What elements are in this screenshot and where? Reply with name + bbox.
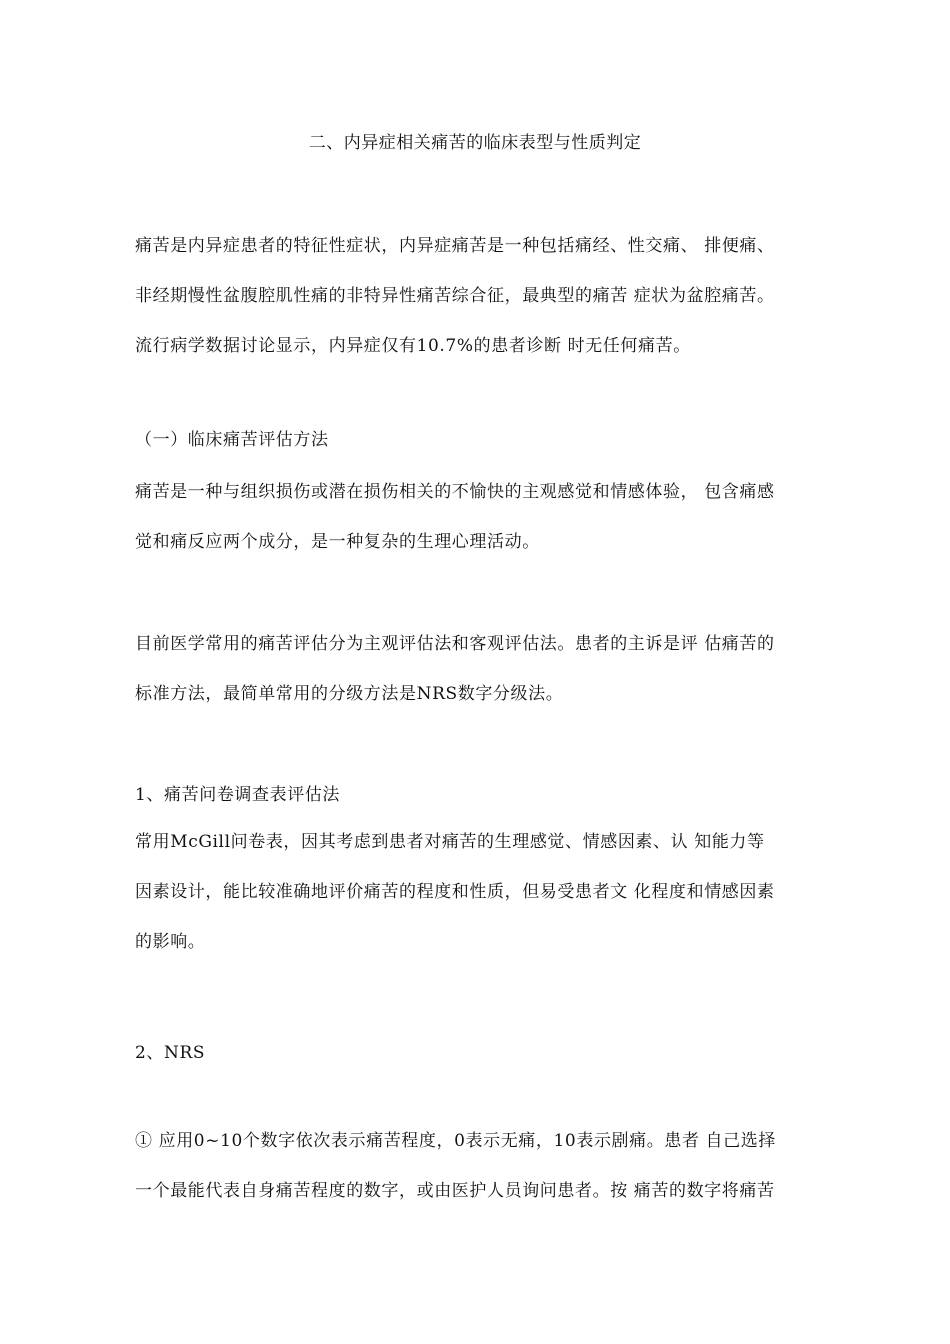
page-title: 二、内异症相关痛苦的临床表型与性质判定 [308,133,642,153]
paragraph-line: ① 应用0~10个数字依次表示痛苦程度，0表示无痛，10表示剧痛。患者 自己选择 [135,1131,776,1151]
paragraph-line: 目前医学常用的痛苦评估分为主观评估法和客观评估法。患者的主诉是评 估痛苦的 [135,634,775,654]
subsection-heading: 2、NRS [135,1043,206,1063]
definition-paragraph [135,467,835,567]
nrs-paragraph [135,1116,835,1216]
paragraph-line: 痛苦是内异症患者的特征性症状，内异症痛苦是一种包括痛经、性交痛、 排便痛、 [135,236,775,256]
paragraph-line: 流行病学数据讨论显示，内异症仅有10.7%的患者诊断 时无任何痛苦。 [135,336,691,356]
paragraph-line: 非经期慢性盆腹腔肌性痛的非特异性痛苦综合征，最典型的痛苦 症状为盆腔痛苦。 [135,286,775,306]
assessment-paragraph [135,619,835,719]
questionnaire-paragraph [135,817,835,967]
paragraph-line: 标准方法，最简单常用的分级方法是NRS数字分级法。 [135,684,564,704]
subsection-heading: 1、痛苦问卷调查表评估法 [135,785,341,805]
paragraph-line: 痛苦是一种与组织损伤或潜在损伤相关的不愉快的主观感觉和情感体验， 包含痛感 [135,482,775,502]
section-heading: （一）临床痛苦评估方法 [135,430,329,450]
paragraph-line: 一个最能代表自身痛苦程度的数字，或由医护人员询问患者。按 痛苦的数字将痛苦 [135,1181,775,1201]
paragraph-line: 常用McGill问卷表，因其考虑到患者对痛苦的生理感觉、情感因素、认 知能力等 [135,832,765,852]
paragraph-line: 觉和痛反应两个成分，是一种复杂的生理心理活动。 [135,532,540,552]
paragraph-line: 的影响。 [135,932,206,952]
intro-paragraph [135,221,835,371]
paragraph-line: 因素设计，能比较准确地评价痛苦的程度和性质，但易受患者文 化程度和情感因素 [135,882,775,902]
